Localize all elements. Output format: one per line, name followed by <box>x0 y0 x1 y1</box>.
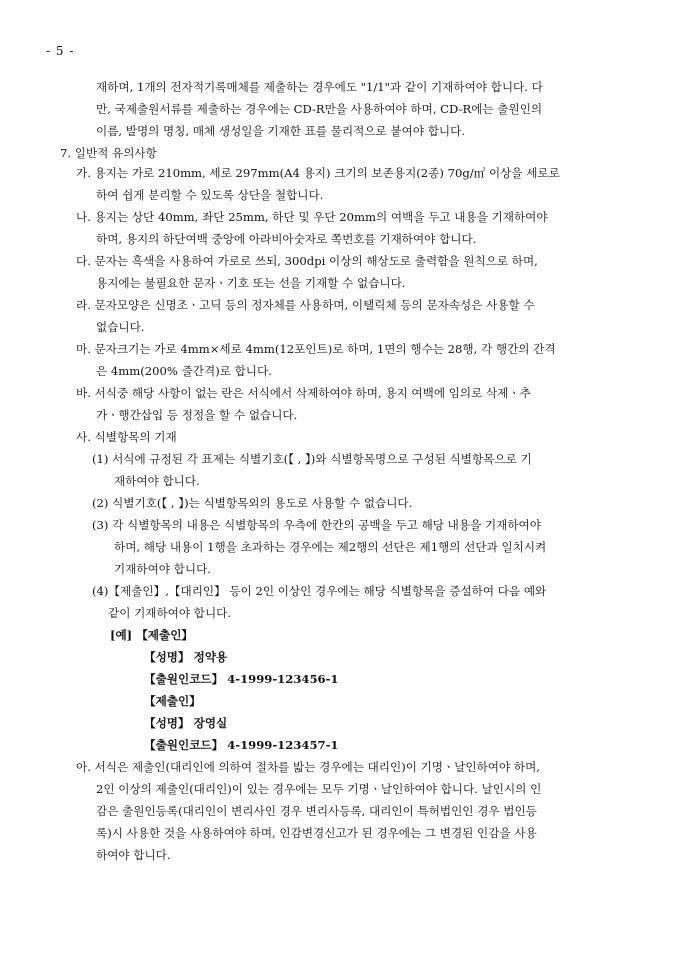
text-line: 없습니다. <box>96 320 145 334</box>
text-line: (2) 식별기호(【 , 】)는 식별항목외의 용도로 사용할 수 없습니다. <box>92 496 413 510</box>
text-line: (4)【제출인】,【대리인】 등이 2인 이상인 경우에는 해당 식별항목을 증설하여 다음 예와 <box>92 584 547 598</box>
text-line: 2인 이상의 제출인(대리인)이 있는 경우에는 모두 기명ㆍ날인하여야 합니다. 날인시의 인 <box>96 782 542 796</box>
example-line: 【출원인코드】 4-1999-123456-1 <box>144 672 339 686</box>
text-line: 은 4mm(200% 줄간격)로 합니다. <box>96 364 272 378</box>
text-line: (3) 각 식별항목의 내용은 식별항목의 우측에 한칸의 공백을 두고 해당 내용을 기재하여야 <box>92 518 541 532</box>
subsection-heading: 사. 식별항목의 기재 <box>76 430 177 444</box>
text-line: 아. 서식은 제출인(대리인에 의하여 절차를 밟는 경우에는 대리인)이 기명ㆍ날인하여야 하며, <box>76 760 540 774</box>
text-line: 마. 문자크기는 가로 4mm×세로 4mm(12포인트)로 하며, 1면의 행수는 28행, 각 행간의 간격 <box>76 342 556 356</box>
text-line: 라. 문자모양은 신명조ㆍ고딕 등의 정자체를 사용하며, 이탤릭체 등의 문자속성은 사용할 수 <box>76 298 535 312</box>
text-line: 하여 쉽게 분리할 수 있도록 상단을 철합니다. <box>96 188 324 202</box>
example-line: [예] 【제출인】 <box>110 628 193 642</box>
section-heading: 7. 일반적 유의사항 <box>60 146 157 160</box>
text-line: 재하여야 합니다. <box>114 474 200 488</box>
text-line: 다. 문자는 흑색을 사용하여 가로로 쓰되, 300dpi 이상의 해상도로 출력함을 원칙으로 하며, <box>76 254 538 268</box>
text-line: 바. 서식중 해당 사항이 없는 란은 서식에서 삭제하여야 하며, 용지 여백에 임의로 삭제ㆍ추 <box>76 386 531 400</box>
text-line: 용지에는 불필요한 문자ㆍ기호 또는 선을 기재할 수 없습니다. <box>96 276 406 290</box>
text-line: 가ㆍ행간삽입 등 정정을 할 수 없습니다. <box>96 408 298 422</box>
text-line: 만, 국제출원서류를 제출하는 경우에는 CD-R만을 사용하여야 하며, CD-R에는 출원인의 <box>96 102 543 116</box>
text-line: (1) 서식에 규정된 각 표제는 식별기호(【 , 】)와 식별항목명으로 구성된 식별항목으로 기 <box>92 452 532 466</box>
example-line: 【제출인】 <box>144 694 201 708</box>
text-line: 이름, 발명의 명칭, 매체 생성일을 기재한 표를 물리적으로 붙여야 합니다. <box>96 124 466 138</box>
example-line: 【성명】 장영실 <box>144 716 228 730</box>
page-number: - 5 - <box>46 44 75 58</box>
text-line: 가. 용지는 가로 210mm, 세로 297mm(A4 용지) 크기의 보존용지(2종) 70g/㎡ 이상을 세로로 <box>76 166 560 180</box>
text-line: 재하며, 1개의 전자적기록매체를 제출하는 경우에도 "1/1"과 같이 기재하여야 합니다. 다 <box>96 80 543 94</box>
text-line: 기재하여야 합니다. <box>114 562 211 576</box>
text-line: 같이 기재하여야 합니다. <box>108 606 232 620</box>
text-line: 록)시 사용한 것을 사용하여야 하며, 인감변경신고가 된 경우에는 그 변경된 인감을 사용 <box>96 826 537 840</box>
text-line: 하여야 합니다. <box>96 848 171 862</box>
text-line: 감은 출원인등록(대리인이 변리사인 경우 변리사등록, 대리인이 특허법인인 경우 법인등 <box>96 804 537 818</box>
text-line: 나. 용지는 상단 40mm, 좌단 25mm, 하단 및 우단 20mm의 여백을 두고 내용을 기재하여야 <box>76 210 548 224</box>
example-line: 【출원인코드】 4-1999-123457-1 <box>144 738 339 752</box>
example-line: 【성명】 정약용 <box>144 650 228 664</box>
text-line: 하며, 용지의 하단여백 중앙에 아라비아숫자로 쪽번호를 기재하여야 합니다. <box>96 232 477 246</box>
text-line: 하며, 해당 내용이 1행을 초과하는 경우에는 제2행의 선단은 제1행의 선단과 일치시켜 <box>114 540 547 554</box>
